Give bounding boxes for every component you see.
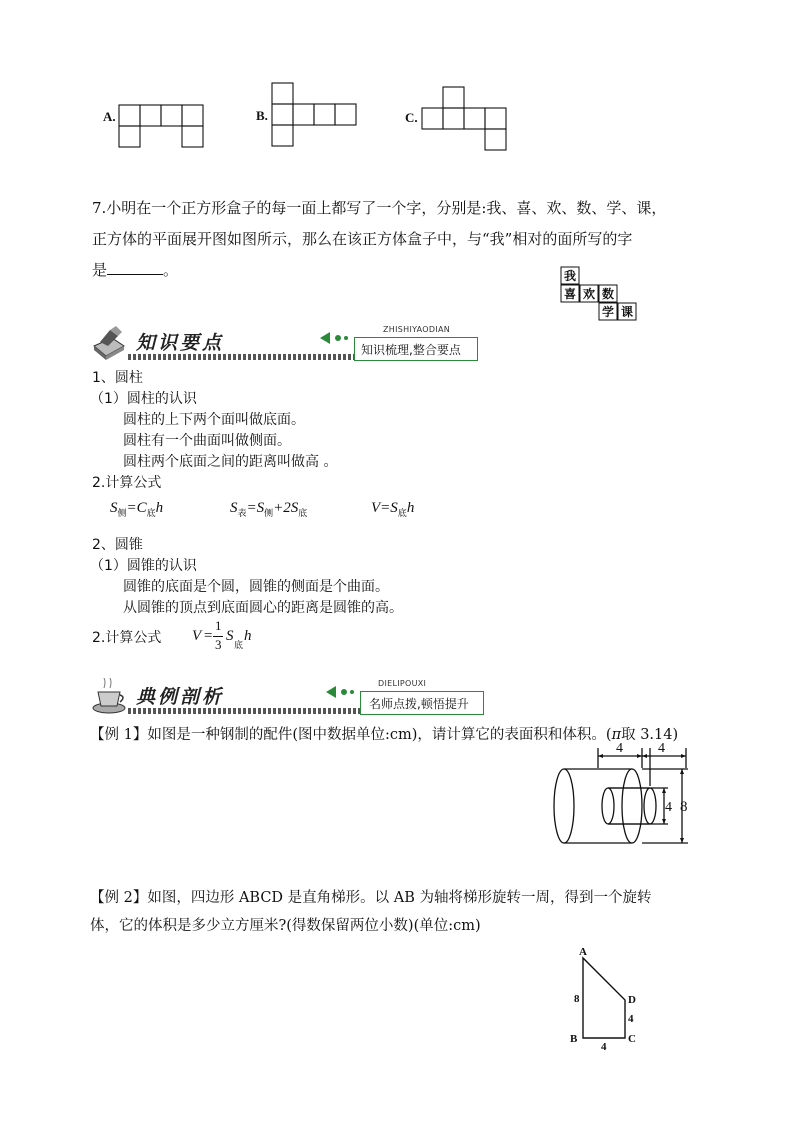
vertex-label-c: C <box>628 1033 636 1045</box>
cylinder-def-2: 圆柱有一个曲面叫做侧面。 <box>123 433 291 449</box>
section-banner-knowledge <box>88 322 480 364</box>
net-char: 学 <box>601 305 615 319</box>
cylinder-formula-label: 2.计算公式 <box>92 475 162 491</box>
example2-line2: 体，它的体积是多少立方厘米?(得数保留两位小数)(单位:cm) <box>90 918 481 934</box>
dim-label: 4 <box>616 742 623 756</box>
section-banner-examples <box>88 676 488 718</box>
teacup-icon <box>90 678 128 716</box>
book-icon <box>90 324 128 362</box>
dim-label: 8 <box>680 799 688 815</box>
cone-subheading: （1）圆锥的认识 <box>90 558 197 574</box>
net-char: 我 <box>563 269 577 283</box>
cylinder-heading: 1、圆柱 <box>92 370 143 386</box>
net-char: 喜 <box>563 287 577 301</box>
banner-subtitle: 名师点拨,顿悟提升 <box>369 697 469 711</box>
option-c-label: C. <box>405 110 418 125</box>
vertex-label-a: A <box>579 946 587 958</box>
side-label-dc: 4 <box>628 1013 634 1025</box>
option-b-label: B. <box>256 108 268 123</box>
net-char: 欢 <box>582 287 596 301</box>
formula-cone-volume: V = 1 3 S 底 h <box>192 618 252 652</box>
vertex-label-d: D <box>628 994 636 1006</box>
banner-pinyin: DIELIPOUXI <box>378 679 427 688</box>
q7-line3 <box>92 255 178 285</box>
q7-line1: 7.小明在一个正方形盒子的每一面上都写了一个字，分别是:我、喜、欢、数、学、课， <box>92 199 667 217</box>
formula-lateral-area: $S_侧=C_底h$ <box>110 500 164 518</box>
cone-def-2: 从圆锥的顶点到底面圆心的距离是圆锥的高。 <box>123 600 403 616</box>
banner-pinyin: ZHISHIYAODIAN <box>383 325 451 334</box>
q7-line3-suffix: 。 <box>163 261 179 279</box>
cone-formula-label: 2.计算公式 <box>92 630 162 646</box>
dim-label: 4 <box>658 742 665 756</box>
arrow-icon <box>326 685 356 699</box>
cone-heading: 2、圆锥 <box>92 537 143 553</box>
side-label-bc: 4 <box>601 1041 607 1052</box>
answer-blank <box>107 260 163 275</box>
net-char: 课 <box>620 305 634 319</box>
q7-line3-prefix: 是 <box>92 261 108 279</box>
example1-text: 【例 1】如图是一种钢制的配件(图中数据单位:cm)，请计算它的表面积和体积。(π取 3.14) <box>90 727 679 743</box>
banner-subtitle-box <box>360 691 484 715</box>
net-char: 数 <box>601 287 615 301</box>
arrow-icon <box>320 331 350 345</box>
cylinder-subheading: （1）圆柱的认识 <box>90 391 197 407</box>
banner-title: 典例剖析 <box>136 686 225 708</box>
cube-net-figure <box>560 266 640 324</box>
banner-subtitle-box <box>354 337 478 361</box>
formula-cylinder-volume: $V=S_底h$ <box>371 500 415 518</box>
vertex-label-b: B <box>570 1033 578 1045</box>
q7-line2: 正方体的平面展开图如图所示，那么在该正方体盒子中，与“我”相对的面所写的字 <box>92 230 633 248</box>
dim-label: 4 <box>665 800 672 815</box>
trapezoid-figure <box>565 942 645 1052</box>
net-figure-c <box>421 86 511 154</box>
steel-part-figure <box>548 742 692 852</box>
formula-surface-area: $S_表=S_侧+2S_底$ <box>230 500 308 518</box>
cone-def-1: 圆锥的底面是个圆，圆锥的侧面是个曲面。 <box>123 579 389 595</box>
banner-subtitle: 知识梳理,整合要点 <box>361 343 461 357</box>
example2-line1: 【例 2】如图，四边形 ABCD 是直角梯形。以 AB 为轴将梯形旋转一周，得到一个旋转 <box>90 890 652 906</box>
banner-title: 知识要点 <box>136 332 225 354</box>
cylinder-def-1: 圆柱的上下两个面叫做底面。 <box>123 412 305 428</box>
net-figure-b <box>271 82 361 152</box>
side-label-ab: 8 <box>574 993 580 1005</box>
net-figure-a <box>118 104 208 152</box>
option-a-label: A. <box>103 109 116 124</box>
cylinder-def-3: 圆柱两个底面之间的距离叫做高 。 <box>123 454 338 470</box>
